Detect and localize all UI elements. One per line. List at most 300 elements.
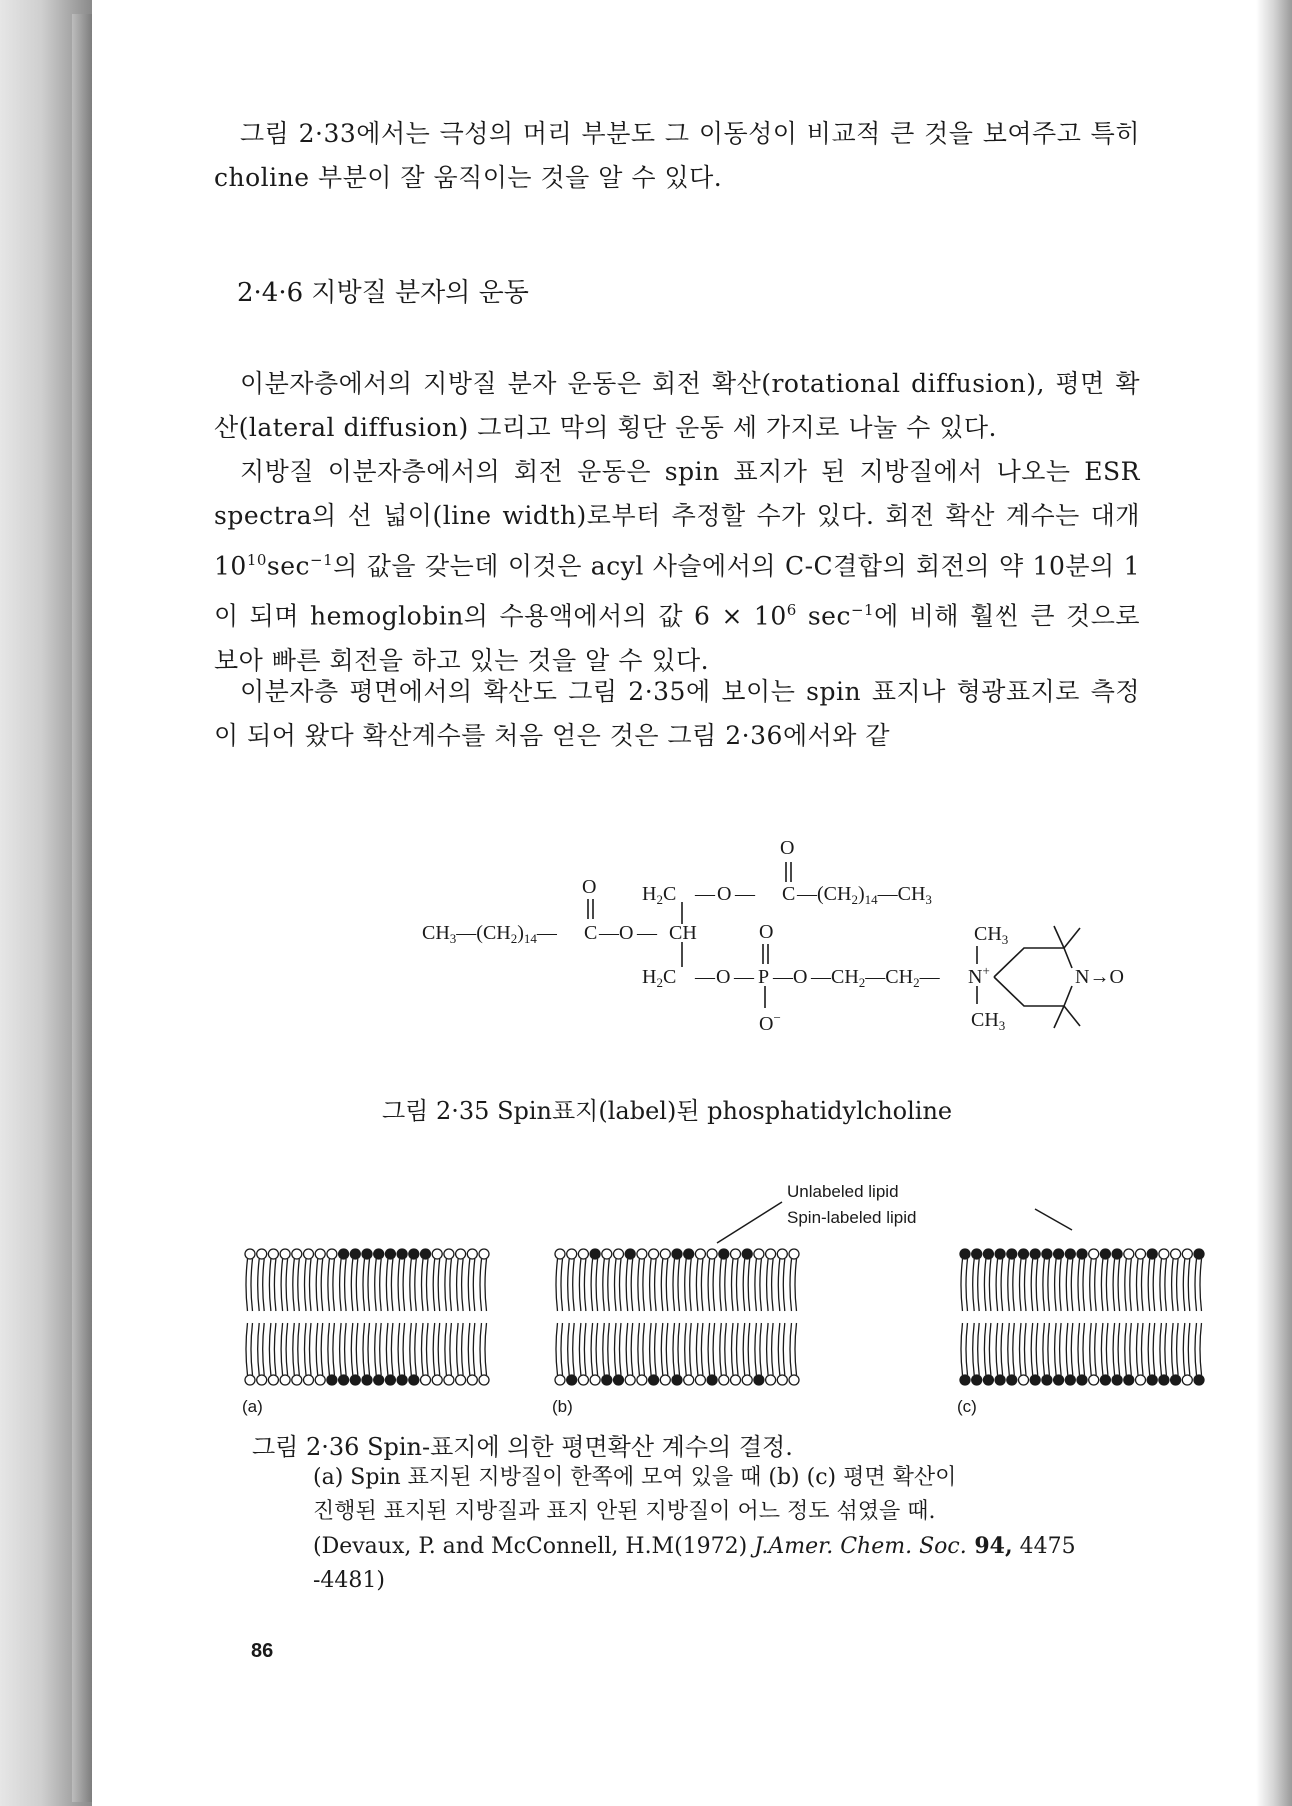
lipid-tail [258,1259,260,1311]
lipid-tail [1078,1259,1080,1311]
unlabeled-lipid-head [660,1249,670,1259]
spin-labeled-lipid-head [1124,1375,1134,1385]
lipid-tail [579,1259,581,1311]
lipid-tail [1066,1259,1068,1311]
unlabeled-lipid-head [479,1375,489,1385]
lipid-tail [1160,1323,1162,1375]
lipid-tail [1113,1323,1115,1375]
unlabeled-lipid-head [1171,1249,1181,1259]
bond-dash: — [734,966,754,988]
lipid-tail [433,1323,435,1375]
spin-labeled-lipid-head [672,1375,682,1385]
unlabeled-lipid-head [432,1375,442,1385]
unlabeled-lipid-head [1182,1249,1192,1259]
lipid-tail [778,1323,780,1375]
lipid-tail [1020,1259,1022,1311]
spin-labeled-lipid-head [1054,1249,1064,1259]
lipid-tail [445,1259,447,1311]
atom-label: $CH_3$ [971,1009,1006,1033]
spin-labeled-lipid-head [625,1249,635,1259]
spin-labeled-lipid-head [397,1375,407,1385]
spin-labeled-lipid-head [960,1249,970,1259]
lipid-tail [973,1259,975,1311]
lipid-tail [1043,1259,1045,1311]
lipid-tail [251,1323,253,1375]
lipid-tail [356,1259,358,1311]
spin-labeled-lipid-head [1147,1375,1157,1385]
lipid-tail [966,1259,968,1311]
lipid-tail [422,1259,424,1311]
lipid-tail [708,1323,710,1375]
unlabeled-lipid-head [602,1249,612,1259]
lipid-tail [433,1259,435,1311]
lipid-tail [767,1259,769,1311]
lipid-tail [1195,1323,1197,1375]
lipid-tail [403,1323,405,1375]
bond-dash: — [695,883,715,905]
unlabeled-lipid-head [1089,1375,1099,1385]
lipid-tail [410,1323,412,1375]
lipid-tail [650,1259,652,1311]
panel-a-label: (a) [242,1397,263,1416]
lipid-tail [1025,1259,1027,1311]
lipid-tail [673,1323,675,1375]
spin-labeled-lipid-head [409,1375,419,1385]
lipid-tail [1043,1323,1045,1375]
lipid-tail [596,1259,598,1311]
spin-labeled-lipid-head [385,1249,395,1259]
lipid-tail [480,1259,482,1311]
lipid-tail [328,1323,330,1375]
lipid-tail [767,1323,769,1375]
spin-labeled-lipid-head [409,1249,419,1259]
lipid-tail [783,1259,785,1311]
unlabeled-lipid-head [1019,1375,1029,1385]
atom-label: CH [669,922,697,944]
lipid-tail [316,1323,318,1375]
unlabeled-lipid-head [707,1249,717,1259]
lipid-tail [1048,1259,1050,1311]
lipid-tail [961,1323,963,1375]
lipid-tail [673,1259,675,1311]
section-heading: 2·4·6 지방질 분자의 운동 [237,278,529,308]
superscript: 10 [246,551,267,569]
paragraph-lateral-diffusion: 이분자층 평면에서의 확산도 그림 2·35에 보이는 spin 표지나 형광표지로 측정이 되어 왔다 확산계수를 처음 얻은 것은 그림 2·36에서와 같 [214,677,1140,750]
spin-labeled-lipid-head [327,1375,337,1385]
spin-labeled-lipid-head [983,1249,993,1259]
lipid-tail [1008,1323,1010,1375]
lipid-tail [1177,1259,1179,1311]
spin-labeled-lipid-head [1194,1375,1204,1385]
atom-label: N+ [968,963,990,988]
lipid-tail [643,1323,645,1375]
lipid-tail [626,1323,628,1375]
lipid-tail [720,1323,722,1375]
spin-labeled-lipid-head [1112,1249,1122,1259]
spin-labeled-lipid-head [1065,1375,1075,1385]
lipid-tail [438,1323,440,1375]
lipid-tail [591,1323,593,1375]
lipid-tail [1048,1323,1050,1375]
lipid-tail [591,1259,593,1311]
lipid-tail [246,1323,248,1375]
lipid-tail [340,1323,342,1375]
unlabeled-lipid-head [695,1375,705,1385]
spin-labeled-lipid-head [1159,1375,1169,1385]
unlabeled-lipid-head [467,1249,477,1259]
lipid-tail [305,1323,307,1375]
lipid-tail [1142,1323,1144,1375]
lipid-tail [655,1259,657,1311]
unlabeled-lipid-head [789,1375,799,1385]
spin-labeled-lipid-head [1194,1249,1204,1259]
lipid-tail [748,1323,750,1375]
lipid-tail [328,1259,330,1311]
figure-236-caption-title: 그림 2·36 Spin-표지에 의한 평면확산 계수의 결정. [252,1433,793,1461]
paragraph-diffusion-types: 이분자층에서의 지방질 분자 운동은 회전 확산(rotational diffusion), 평면 확산(lateral diffusion) 그리고 막의 횡단 운동 세 가지로 나눌 수 있다. [214,369,1140,442]
lipid-tail [608,1259,610,1311]
spin-labeled-lipid-head [1030,1249,1040,1259]
caption-line: 진행된 표지된 지방질과 표지 안된 지방질이 어느 정도 섞였을 때. [313,1499,936,1524]
lipid-tail [790,1323,792,1375]
unlabeled-lipid-head [444,1249,454,1259]
unlabeled-lipid-head [304,1249,314,1259]
spin-labeled-lipid-head [719,1249,729,1259]
unlabeled-lipid-head [625,1375,635,1385]
lipid-tail [1200,1323,1202,1375]
bond-dash: — [773,966,793,988]
unlabeled-lipid-head [731,1249,741,1259]
unlabeled-lipid-head [268,1249,278,1259]
lipid-tail [696,1259,698,1311]
lipid-tail [422,1323,424,1375]
lipid-tail [755,1323,757,1375]
unlabeled-lipid-head [578,1249,588,1259]
unlabeled-lipid-head [1136,1375,1146,1385]
spin-labeled-lipid-head [350,1249,360,1259]
lipid-tail [678,1259,680,1311]
lipid-tail [690,1259,692,1311]
unlabeled-lipid-head [777,1249,787,1259]
lipid-tail [368,1259,370,1311]
lipid-tail [1095,1323,1097,1375]
lipid-tail [783,1323,785,1375]
lipid-tail [1060,1323,1062,1375]
lipid-tail [1188,1259,1190,1311]
lipid-tail [772,1323,774,1375]
lipid-tail [603,1259,605,1311]
lipid-tail [1172,1259,1174,1311]
lipid-tail [620,1323,622,1375]
lipid-tail [1148,1323,1150,1375]
lipid-tail [760,1259,762,1311]
lipid-tail [631,1323,633,1375]
lipid-tail [989,1259,991,1311]
lipid-tail [1095,1259,1097,1311]
spin-labeled-lipid-head [972,1375,982,1385]
caption-line: -4481) [313,1568,386,1593]
bond-dash: — [735,883,755,905]
lipid-tail [1071,1259,1073,1311]
lipid-tail [978,1323,980,1375]
lipid-tail [480,1323,482,1375]
lipid-tail [584,1259,586,1311]
spin-labeled-lipid-head [1042,1375,1052,1385]
spin-labeled-lipid-head [1019,1249,1029,1259]
lipid-tail [485,1259,487,1311]
lipid-tail [1090,1259,1092,1311]
lipid-tail [596,1323,598,1375]
atom-label: C [584,922,598,944]
spin-labeled-lipid-head [995,1375,1005,1385]
book-page [92,0,1256,1806]
lipid-tail [978,1259,980,1311]
lipid-tail [1090,1323,1092,1375]
lipid-tail [321,1259,323,1311]
lipid-tail [445,1323,447,1375]
unlabeled-lipid-head [292,1375,302,1385]
lipid-tail [1101,1259,1103,1311]
lipid-tail [462,1259,464,1311]
spin-labeled-lipid-head [374,1375,384,1385]
lipid-tail [457,1259,459,1311]
unlabeled-lipid-head [614,1249,624,1259]
lipid-tail [386,1259,388,1311]
lipid-tail [345,1323,347,1375]
lipid-tail [473,1259,475,1311]
atom-label: O [780,837,795,859]
lipid-tail [725,1259,727,1311]
spin-labeled-lipid-head [1007,1249,1017,1259]
lipid-tail [1055,1323,1057,1375]
lipid-tail [333,1259,335,1311]
lipid-tail [573,1259,575,1311]
lipid-tail [1101,1323,1103,1375]
lipid-tail [1013,1323,1015,1375]
spin-labeled-lipid-head [374,1249,384,1259]
lipid-tail [666,1259,668,1311]
atom-label: O [619,922,634,944]
spin-labeled-lipid-head [1147,1249,1157,1259]
lipid-tail [298,1323,300,1375]
lipid-tail [996,1259,998,1311]
spin-labeled-lipid-head [684,1249,694,1259]
spin-labeled-lipid-head [754,1375,764,1385]
citation-volume: 94, [966,1533,1013,1559]
lipid-tail [310,1323,312,1375]
atom-label: O− [759,1010,781,1035]
phosphatidylcholine-structure [312,836,1152,1066]
text-run: 지방질 이분자층에서의 회전 운동은 spin 표지가 된 지방질에서 나오는 ESR spectra의 선 넓이(line width)로부터 추정할 수가 있다. 회전 확산 계수는 대개 10 [214,457,1140,581]
bond-dash: — [599,922,619,944]
spin-labeled-lipid-head [983,1375,993,1385]
lipid-tail [1118,1259,1120,1311]
lipid-tail [996,1323,998,1375]
lipid-tail [984,1259,986,1311]
lipid-tail [1008,1259,1010,1311]
atom-label: O [582,876,597,898]
unlabeled-lipid-head [421,1375,431,1385]
lipid-tail [573,1323,575,1375]
lipid-tail [1013,1259,1015,1311]
lipid-tail [269,1259,271,1311]
lipid-tail [1036,1323,1038,1375]
bilayer-panel [555,1249,799,1385]
lipid-tail [561,1259,563,1311]
lipid-tail [1200,1259,1202,1311]
lipid-tail [438,1259,440,1311]
lipid-tail [1060,1259,1062,1311]
lipid-tail [1020,1323,1022,1375]
spin-labeled-lipid-head [672,1249,682,1259]
unlabeled-lipid-head [257,1375,267,1385]
lipid-tail [615,1323,617,1375]
caption-line: (a) Spin 표지된 지방질이 한쪽에 모여 있을 때 (b) (c) 평면 확산이 [313,1465,957,1490]
unlabeled-lipid-head [304,1375,314,1385]
lipid-tail [1071,1323,1073,1375]
lipid-tail [720,1259,722,1311]
lipid-tail [281,1259,283,1311]
lipid-tail [1001,1259,1003,1311]
unlabeled-lipid-head [327,1249,337,1259]
lipid-tail [375,1323,377,1375]
lipid-tail [989,1323,991,1375]
unlabeled-lipid-head [695,1249,705,1259]
lipid-tail [251,1259,253,1311]
citation-pages: 4475 [1012,1534,1076,1559]
lipid-tail [1055,1259,1057,1311]
lipid-tail [450,1323,452,1375]
lipid-tail [603,1323,605,1375]
spin-labeled-lipid-head [1065,1249,1075,1259]
unlabeled-lipid-head [754,1249,764,1259]
lipid-tail [650,1323,652,1375]
spin-labeled-lipid-head [960,1375,970,1385]
atom-label: C [782,883,796,905]
lipid-tail [638,1259,640,1311]
lipid-tail [1130,1323,1132,1375]
lipid-tail [732,1259,734,1311]
lipid-tail [1165,1323,1167,1375]
acyl-chain: $—(CH_2)_{14}—CH_3$ [797,883,932,907]
lipid-tail [1106,1259,1108,1311]
superscript: −1 [850,601,875,620]
lipid-tail [655,1323,657,1375]
lipid-tail [1125,1259,1127,1311]
lipid-tail [1160,1259,1162,1311]
lipid-tail [1130,1259,1132,1311]
lipid-tail [568,1323,570,1375]
lipid-tail [1165,1259,1167,1311]
lipid-tail [584,1323,586,1375]
atom-label: $CH_3$ [974,923,1009,947]
spin-labeled-lipid-head [1007,1375,1017,1385]
lipid-tail [1183,1259,1185,1311]
nitroxide-label: N→O [1075,966,1124,988]
lipid-tail [743,1323,745,1375]
lipid-tail [468,1259,470,1311]
unlabeled-lipid-head [660,1375,670,1385]
spin-labeled-lipid-head [1077,1375,1087,1385]
spin-labeled-lipid-head [602,1375,612,1385]
bilayer-panel [245,1249,489,1385]
lipid-tail [661,1259,663,1311]
lipid-tail [363,1259,365,1311]
lipid-tail [643,1259,645,1311]
lipid-tail [1083,1323,1085,1375]
lipid-tail [316,1259,318,1311]
lipid-tail [415,1323,417,1375]
unlabeled-lipid-head [479,1249,489,1259]
lipid-tail [356,1323,358,1375]
lipid-tail [795,1323,797,1375]
unlabeled-lipid-head [456,1375,466,1385]
label-pointer-line [1035,1209,1072,1230]
lipid-tail [973,1323,975,1375]
lipid-tail [368,1323,370,1375]
lipid-tail [732,1323,734,1375]
spin-labeled-lipid-head [1171,1375,1181,1385]
unlabeled-lipid-head [777,1375,787,1385]
unlabeled-lipid-head [444,1375,454,1385]
text-run: 에 비해 훨씬 큰 것으로 보아 빠른 회전을 하고 있는 것을 알 수 있다. [214,601,1141,675]
lipid-tail [966,1323,968,1375]
spin-labeled-lipid-head [362,1249,372,1259]
unlabeled-lipid-head [649,1249,659,1259]
spin-labeled-lipid-head [339,1375,349,1385]
lipid-tail [713,1259,715,1311]
lipid-tail [473,1323,475,1375]
lipid-tail [778,1259,780,1311]
panel-b-label: (b) [552,1397,573,1416]
lipid-tail [678,1323,680,1375]
spin-labeled-lipid-head [1077,1249,1087,1259]
unlabeled-lipid-head [1159,1249,1169,1259]
lipid-tail [246,1259,248,1311]
lipid-tail [1183,1323,1185,1375]
unlabeled-lipid-head [1182,1375,1192,1385]
lipid-tail [386,1323,388,1375]
spin-labeled-lipid-head [350,1375,360,1385]
lipid-tail [795,1259,797,1311]
lipid-tail [1188,1323,1190,1375]
spin-labeled-lipid-head [742,1249,752,1259]
atom-label: P [758,966,770,988]
lipid-tail [579,1323,581,1375]
lipid-tail [1125,1323,1127,1375]
lipid-tail [1148,1259,1150,1311]
unlabeled-lipid-head [1136,1249,1146,1259]
lipid-tail [375,1259,377,1311]
lipid-tail [258,1323,260,1375]
figure-236-caption-body [313,1461,1193,1598]
bond-dash: — [695,966,715,988]
lipid-tail [363,1323,365,1375]
unlabeled-lipid-head [245,1249,255,1259]
lipid-tail [615,1259,617,1311]
spin-labeled-lipid-label: Spin-labeled lipid [787,1208,917,1227]
lipid-tail [1137,1259,1139,1311]
lipid-tail [1142,1259,1144,1311]
lipid-tail [391,1323,393,1375]
lipid-tail [701,1259,703,1311]
unlabeled-lipid-head [268,1375,278,1385]
spin-labeled-lipid-head [1030,1375,1040,1385]
lipid-tail [984,1323,986,1375]
unlabeled-lipid-head [766,1249,776,1259]
lipid-tail [743,1259,745,1311]
lipid-tail [340,1259,342,1311]
